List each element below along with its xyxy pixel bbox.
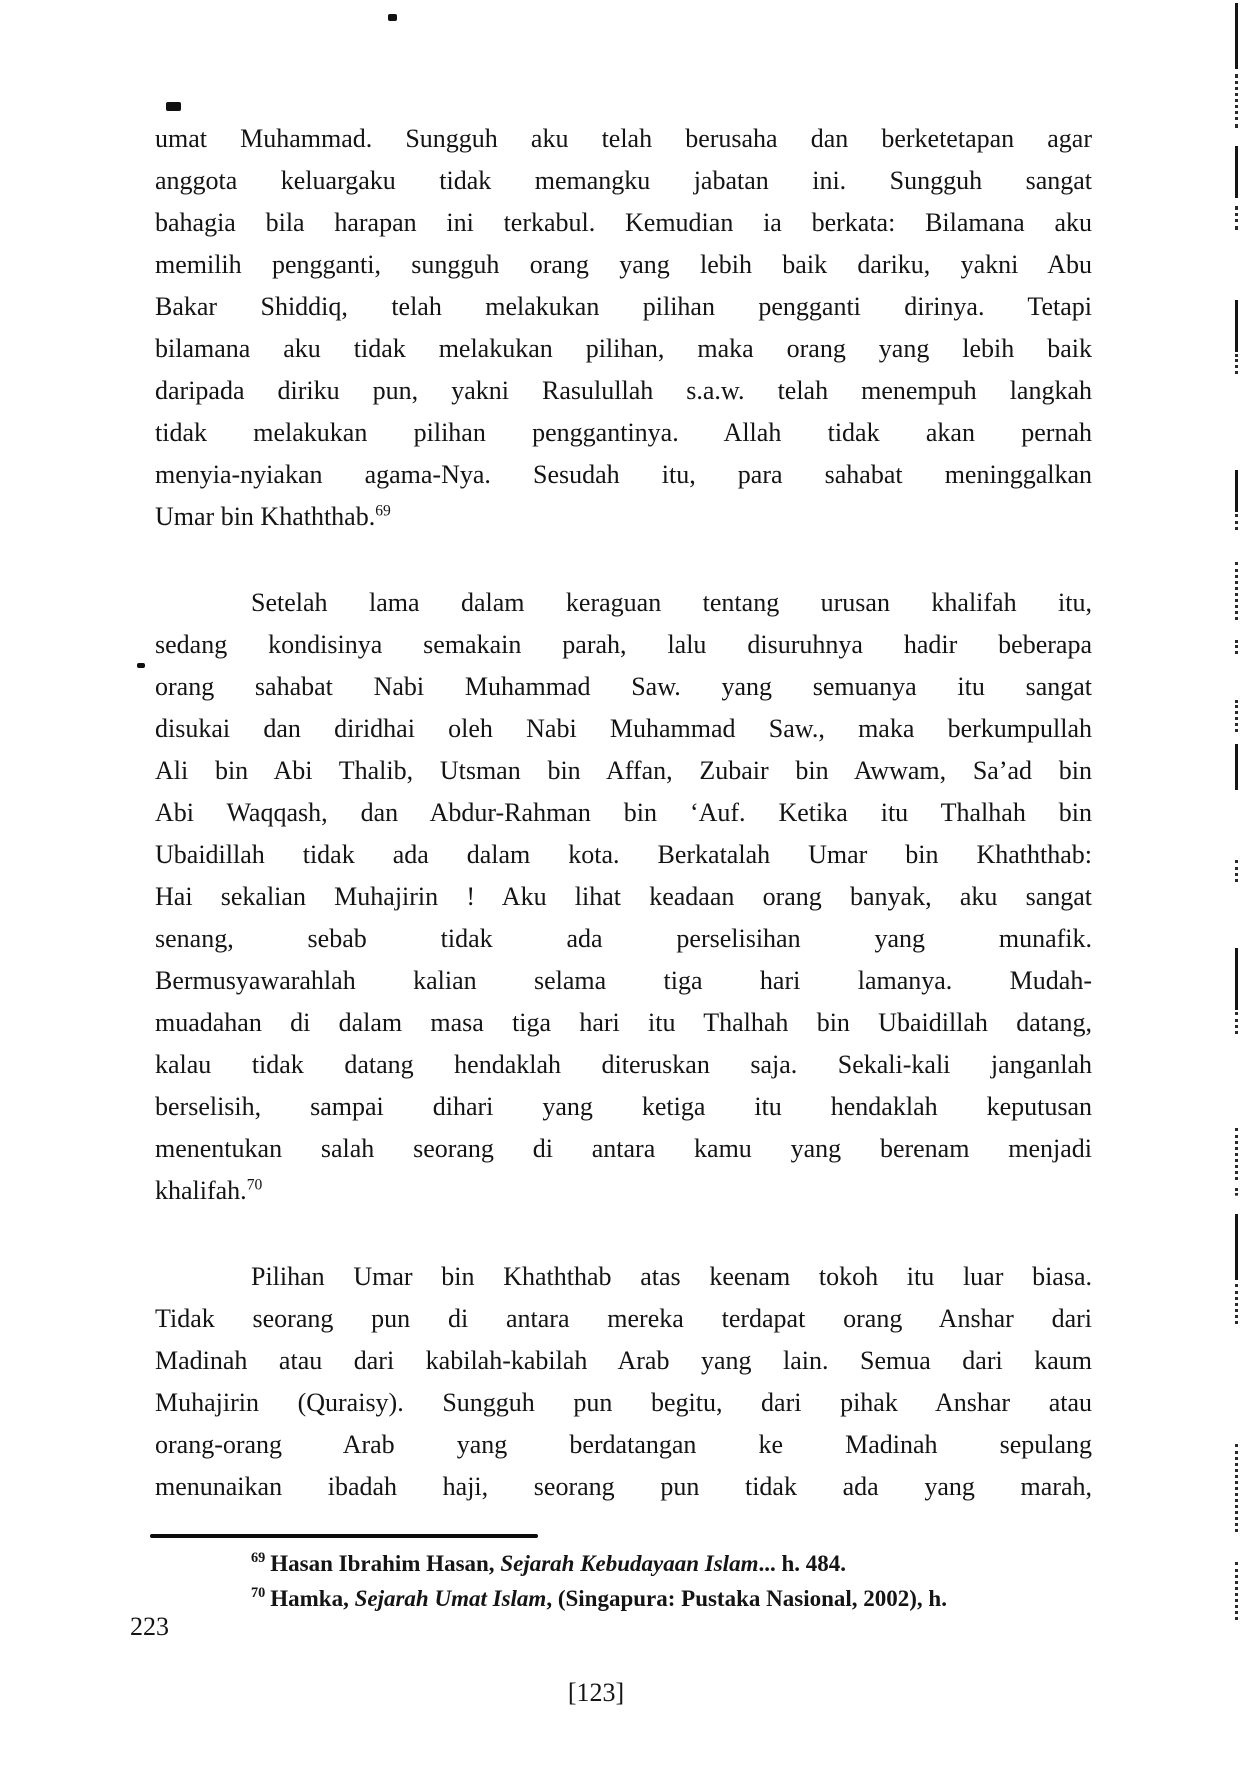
text-line: Muhajirin (Quraisy). Sungguh pun begitu, dari pihak Anshar atau xyxy=(155,1388,1092,1417)
text-line: Setelah lama dalam keraguan tentang urusan khalifah itu, xyxy=(251,588,1092,617)
text-line: Ubaidillah tidak ada dalam kota. Berkatalah Umar bin Khaththab: xyxy=(155,840,1092,869)
text-line: Hai sekalian Muhajirin ! Aku lihat keadaan orang banyak, aku sangat xyxy=(155,882,1092,911)
footnote-69 xyxy=(155,1546,1120,1581)
scan-edge-mark xyxy=(1235,1562,1238,1620)
text-line: bilamana aku tidak melakukan pilihan, maka orang yang lebih baik xyxy=(155,334,1092,363)
text-line: bahagia bila harapan ini terkabul. Kemudian ia berkata: Bilamana aku xyxy=(155,208,1092,237)
footnote-69-number: 69 xyxy=(251,1550,266,1567)
scan-edge-mark xyxy=(1235,74,1238,128)
footnote-69-title: Sejarah Kebudayaan Islam xyxy=(500,1551,759,1576)
scan-edge-mark xyxy=(1235,1444,1238,1532)
scan-speck xyxy=(166,102,181,111)
text-line: muadahan di dalam masa tiga hari itu Thalhah bin Ubaidillah datang, xyxy=(155,1008,1092,1037)
scan-edge-mark xyxy=(1235,860,1238,882)
text-line: menyia-nyiakan agama-Nya. Sesudah itu, para sahabat meninggalkan xyxy=(155,460,1092,489)
text-line: Bermusyawarahlah kalian selama tiga hari lamanya. Mudah- xyxy=(155,966,1092,995)
text-line: orang-orang Arab yang berdatangan ke Madinah sepulang xyxy=(155,1430,1092,1459)
text-line: umat Muhammad. Sungguh aku telah berusaha dan berketetapan agar xyxy=(155,124,1092,153)
footnote-ref: 70 xyxy=(246,1176,263,1194)
scan-edge-mark xyxy=(1235,700,1238,732)
footnote-70-tail: , (Singapura: Pustaka Nasional, 2002), h. xyxy=(546,1586,947,1611)
scan-edge-mark xyxy=(1235,514,1238,530)
text-line: daripada diriku pun, yakni Rasulullah s.a.w. telah menempuh langkah xyxy=(155,376,1092,405)
paragraph xyxy=(155,1256,1092,1508)
body-text xyxy=(155,118,1092,1508)
footnote-70 xyxy=(155,1581,1120,1616)
scan-edge-mark xyxy=(1235,948,1238,1010)
text-line: memilih pengganti, sungguh orang yang lebih baik dariku, yakni Abu xyxy=(155,250,1092,279)
text-line: anggota keluargaku tidak memangku jabatan ini. Sungguh sangat xyxy=(155,166,1092,195)
text-line: menunaikan ibadah haji, seorang pun tidak ada yang marah, xyxy=(155,1472,1092,1501)
scan-edge-mark xyxy=(1235,1012,1238,1034)
scan-edge-mark xyxy=(1235,146,1238,198)
footnotes xyxy=(155,1546,1120,1616)
text-line: sedang kondisinya semakain parah, lalu disuruhnya hadir beberapa xyxy=(155,630,1092,659)
text-line: khalifah.$^{70}$ xyxy=(155,1176,263,1205)
scan-speck xyxy=(137,663,145,668)
footnote-separator xyxy=(150,1534,538,1538)
footnote-ref: 69 xyxy=(375,502,391,520)
paragraph xyxy=(155,582,1092,1212)
text-line: orang sahabat Nabi Muhammad Saw. yang semuanya itu sangat xyxy=(155,672,1092,701)
paragraph xyxy=(155,118,1092,538)
footnote-69-tail: ... h. 484. xyxy=(758,1551,847,1576)
text-line: Abi Waqqash, dan Abdur-Rahman bin ‘Auf. Ketika itu Thalhah bin xyxy=(155,798,1092,827)
text-line: disukai dan diridhai oleh Nabi Muhammad Saw., maka berkumpullah xyxy=(155,714,1092,743)
page-number: 223 xyxy=(130,1612,169,1641)
scan-edge-mark xyxy=(1235,1128,1238,1180)
text-line: Pilihan Umar bin Khaththab atas keenam tokoh itu luar biasa. xyxy=(251,1262,1092,1291)
scan-edge-mark xyxy=(1235,1214,1238,1280)
scan-edge-mark xyxy=(1235,744,1238,790)
text-line: menentukan salah seorang di antara kamu yang berenam menjadi xyxy=(155,1134,1092,1163)
text-line: senang, sebab tidak ada perselisihan yang munafik. xyxy=(155,924,1092,953)
scan-speck xyxy=(388,14,397,21)
scan-edge-mark xyxy=(1235,3,1238,69)
scan-edge-mark xyxy=(1235,562,1238,620)
text-line: Ali bin Abi Thalib, Utsman bin Affan, Zubair bin Awwam, Sa’ad bin xyxy=(155,756,1092,785)
text-line: Madinah atau dari kabilah-kabilah Arab yang lain. Semua dari kaum xyxy=(155,1346,1092,1375)
footnote-70-number: 70 xyxy=(251,1585,266,1602)
text-line: kalau tidak datang hendaklah diteruskan saja. Sekali-kali janganlah xyxy=(155,1050,1092,1079)
scan-edge-mark xyxy=(1235,1284,1238,1324)
text-line: tidak melakukan pilihan penggantinya. Allah tidak akan pernah xyxy=(155,418,1092,447)
scan-edge-mark xyxy=(1235,640,1238,654)
scan-edge-mark xyxy=(1235,206,1238,230)
text-line: Bakar Shiddiq, telah melakukan pilihan pengganti dirinya. Tetapi xyxy=(155,292,1092,321)
text-line: Tidak seorang pun di antara mereka terdapat orang Anshar dari xyxy=(155,1304,1092,1333)
scan-edge-mark xyxy=(1235,354,1238,374)
footnote-70-text: Hamka, xyxy=(270,1586,355,1611)
text-line: berselisih, sampai dihari yang ketiga itu hendaklah keputusan xyxy=(155,1092,1092,1121)
folio-number: [123] xyxy=(567,1678,625,1707)
scan-edge-mark xyxy=(1235,470,1238,512)
footnote-70-title: Sejarah Umat Islam xyxy=(354,1586,547,1611)
scan-edge-mark xyxy=(1235,1188,1238,1196)
text-line: Umar bin Khaththab.$^{69}$ xyxy=(155,502,391,531)
scan-edge-mark xyxy=(1235,300,1238,352)
footnote-69-text: Hasan Ibrahim Hasan, xyxy=(270,1551,501,1576)
